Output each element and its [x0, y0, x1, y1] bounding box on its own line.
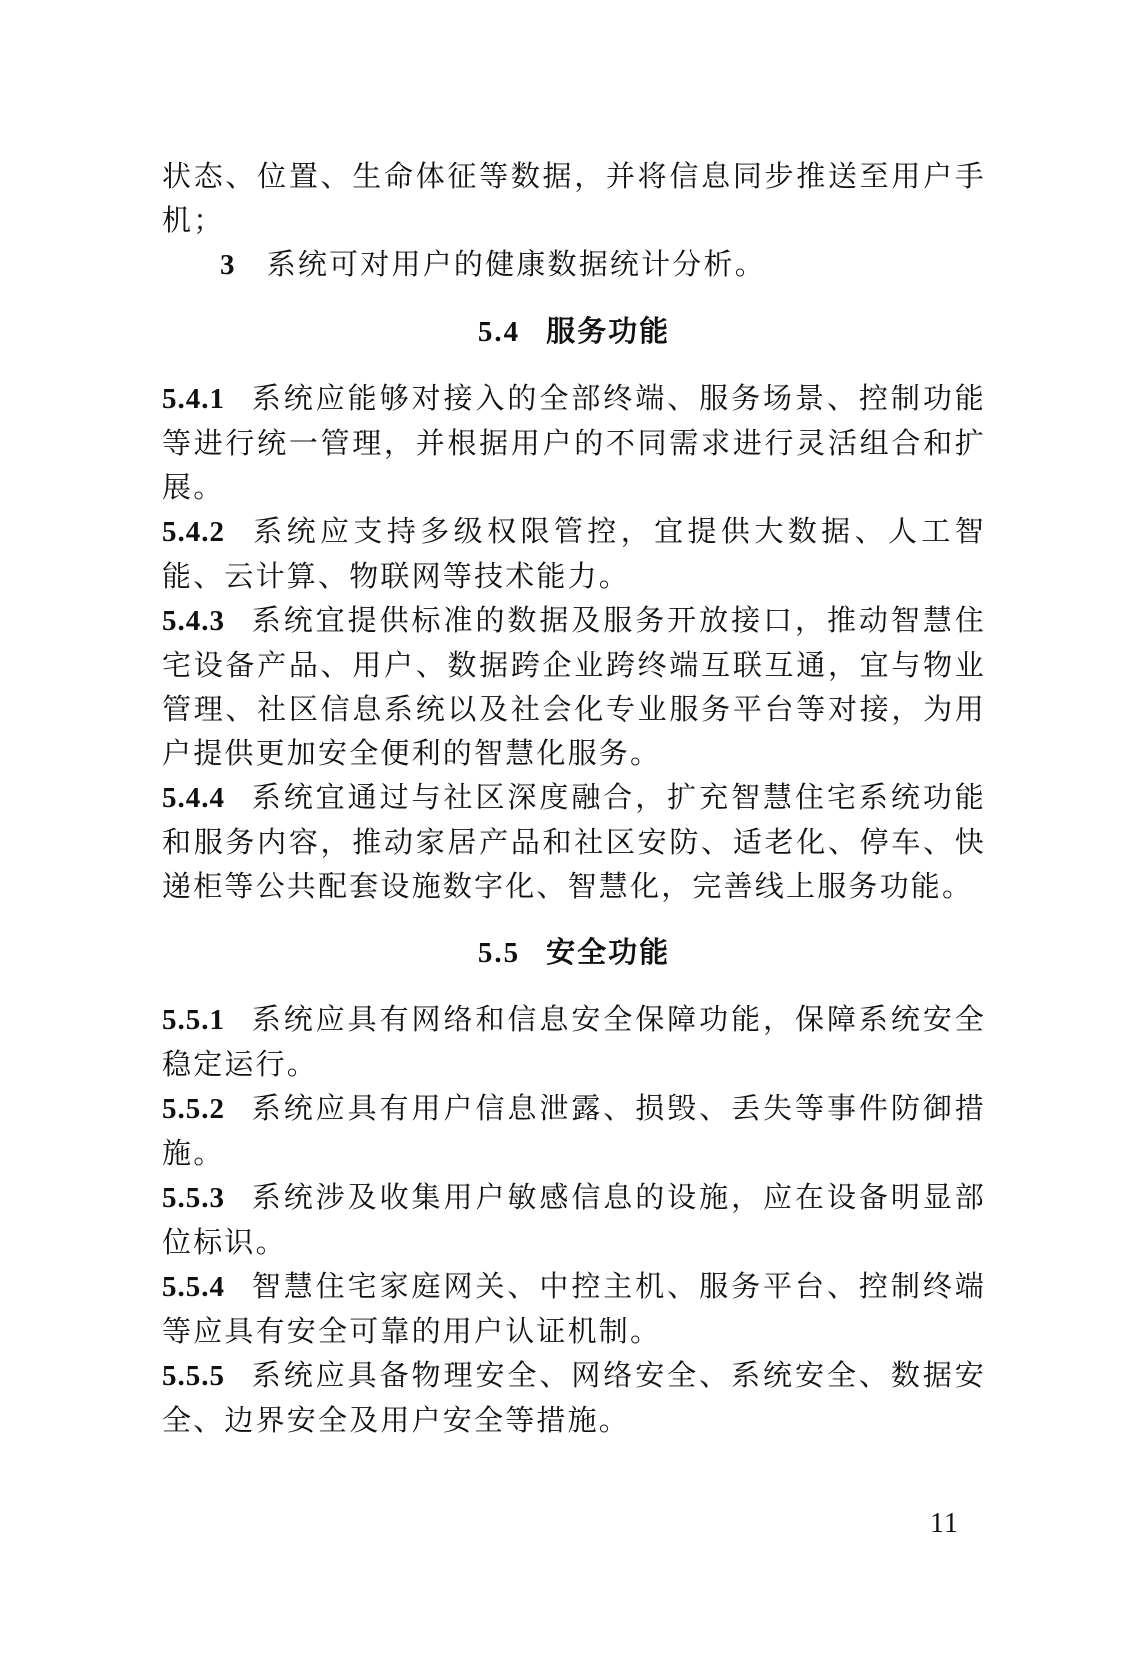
clause-5-4-1: [162, 376, 986, 509]
clause-text: 系统应具备物理安全、网络安全、系统安全、数据安全、边界安全及用户安全等措施。: [162, 1358, 986, 1437]
clause-number: 5.4.2: [162, 516, 225, 548]
clause-5-4-3: [162, 598, 986, 775]
intro-continuation: 状态、位置、生命体征等数据，并将信息同步推送至用户手机；: [162, 159, 986, 237]
clause-number: 5.5.2: [162, 1093, 225, 1125]
clause-text: 系统宜通过与社区深度融合，扩充智慧住宅系统功能和服务内容，推动家居产品和社区安防、适老化、停车、快递柜等公共配套设施数字化、智慧化，完善线上服务功能。: [162, 780, 986, 903]
clause-number: 5.5.3: [162, 1182, 225, 1214]
list-item-3: [162, 242, 986, 287]
section-number: 5.4: [477, 316, 521, 348]
clause-text: 系统应具有用户信息泄露、损毁、丢失等事件防御措施。: [162, 1091, 986, 1170]
clause-number: 5.5.5: [162, 1360, 225, 1392]
clause-5-4-4: [162, 775, 986, 908]
clause-5-4-2: [162, 509, 986, 598]
clause-5-5-2: [162, 1086, 986, 1175]
clause-text: 系统应能够对接入的全部终端、服务场景、控制功能等进行统一管理，并根据用户的不同需求进行灵活组合和扩展。: [162, 381, 986, 504]
list-item-number: 3: [220, 249, 237, 281]
section-number: 5.5: [477, 937, 521, 969]
clause-text: 智慧住宅家庭网关、中控主机、服务平台、控制终端等应具有安全可靠的用户认证机制。: [162, 1269, 986, 1348]
clause-5-5-1: [162, 997, 986, 1086]
clause-number: 5.4.4: [162, 782, 225, 814]
section-title: 安全功能: [546, 935, 671, 969]
page-number: 11: [930, 1508, 959, 1539]
section-heading-5-5: [162, 930, 986, 975]
clause-text: 系统应具有网络和信息安全保障功能，保障系统安全稳定运行。: [162, 1002, 986, 1081]
clause-5-5-3: [162, 1175, 986, 1264]
clause-text: 系统涉及收集用户敏感信息的设施，应在设备明显部位标识。: [162, 1180, 986, 1259]
clause-5-5-4: [162, 1264, 986, 1353]
clause-number: 5.4.1: [162, 383, 225, 415]
clause-number: 5.5.1: [162, 1004, 225, 1036]
clause-number: 5.4.3: [162, 605, 225, 637]
clause-text: 系统宜提供标准的数据及服务开放接口，推动智慧住宅设备产品、用户、数据跨企业跨终端互联互通，宜与物业管理、社区信息系统以及社会化专业服务平台等对接，为用户提供更加安全便利的智慧化服务。: [162, 603, 986, 770]
clause-text: 系统应支持多级权限管控，宜提供大数据、人工智能、云计算、物联网等技术能力。: [162, 514, 986, 593]
clause-5-5-5: [162, 1353, 986, 1442]
clause-number: 5.5.4: [162, 1271, 225, 1303]
list-item-text: 系统可对用户的健康数据统计分析。: [266, 247, 766, 281]
section-heading-5-4: [162, 309, 986, 354]
document-body: [162, 154, 986, 1442]
section-title: 服务功能: [546, 314, 671, 348]
